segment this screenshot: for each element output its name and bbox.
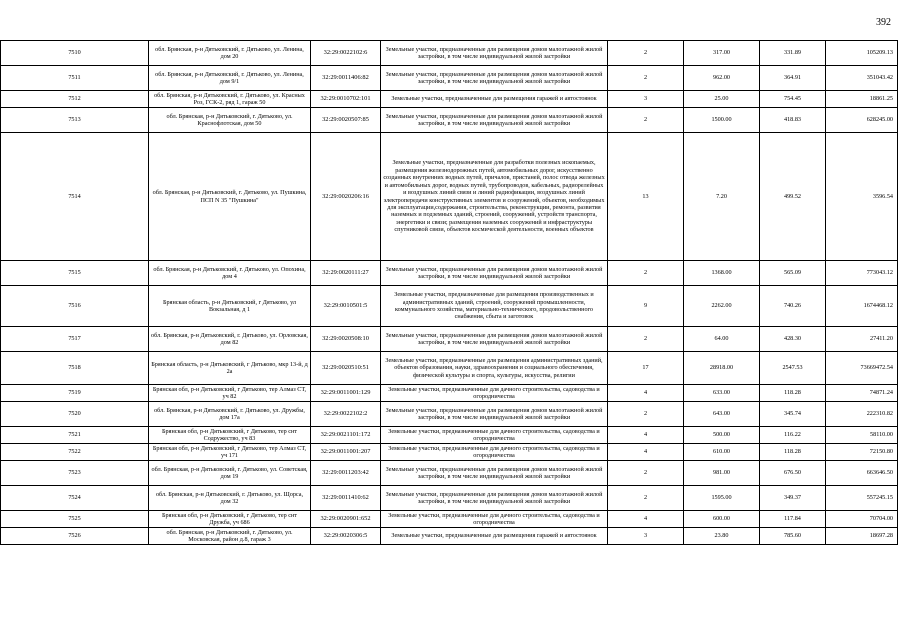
area-cell: 600.00: [684, 511, 760, 528]
group-cell: 2: [608, 461, 684, 486]
cadastral-number-cell: 32:29:0011406:82: [311, 66, 381, 91]
group-cell: 3: [608, 528, 684, 545]
row-number-cell: 7518: [1, 352, 149, 385]
table-row: [1, 444, 898, 461]
specific-value-cell: 116.22: [760, 427, 826, 444]
cadastral-value-cell: 74871.24: [826, 385, 898, 402]
specific-value-cell: 331.89: [760, 41, 826, 66]
cadastral-number-cell: 32:29:0011001:207: [311, 444, 381, 461]
cadastral-value-cell: 58110.00: [826, 427, 898, 444]
cadastral-number-cell: 32:29:0022102:6: [311, 41, 381, 66]
row-number-cell: 7515: [1, 261, 149, 286]
address-cell: обл. Брянская, р-н Дятьковский, г. Дятьково, ул. Пушкина, ПСП N 35 "Пушкина": [149, 133, 311, 261]
table-row: [1, 133, 898, 261]
land-use-cell: Земельные участки, предназначенные для размещения домов малоэтажной жилой застройки, в том числе индивидуальной жилой застройки: [381, 66, 608, 91]
area-cell: 64.00: [684, 327, 760, 352]
row-number-cell: 7514: [1, 133, 149, 261]
cadastral-number-cell: 32:29:0020206:16: [311, 133, 381, 261]
land-use-cell: Земельные участки, предназначенные для размещения гаражей и автостоянок: [381, 91, 608, 108]
group-cell: 2: [608, 108, 684, 133]
address-cell: Брянская обл, р-н Дятьковский, г Дятьково, тер Алмаз СТ, уч 82: [149, 385, 311, 402]
address-cell: Брянская обл, р-н Дятьковский, г Дятьково, тер снт Содружество, уч 83: [149, 427, 311, 444]
specific-value-cell: 118.28: [760, 444, 826, 461]
address-cell: обл. Брянская, р-н Дятьковский, г. Дятьково, ул. Советская, дом 19: [149, 461, 311, 486]
table-row: [1, 427, 898, 444]
table-row: [1, 261, 898, 286]
specific-value-cell: 499.52: [760, 133, 826, 261]
table-row: [1, 91, 898, 108]
cadastral-value-cell: 351043.42: [826, 66, 898, 91]
specific-value-cell: 118.28: [760, 385, 826, 402]
area-cell: 2262.00: [684, 286, 760, 327]
group-cell: 2: [608, 486, 684, 511]
address-cell: обл. Брянская, р-н Дятьковский, г. Дятьково, ул. Краснофлотская, дом 50: [149, 108, 311, 133]
area-cell: 7.20: [684, 133, 760, 261]
group-cell: 4: [608, 444, 684, 461]
address-cell: Брянская область, р-н Дятьковский, г Дятьково, ул Вокзальная, д 1: [149, 286, 311, 327]
cadastral-number-cell: 32:29:0022102:2: [311, 402, 381, 427]
land-use-cell: Земельные участки, предназначенные для дачного строительства, садоводства и огородничества: [381, 511, 608, 528]
group-cell: 2: [608, 402, 684, 427]
land-use-cell: Земельные участки, предназначенные для дачного строительства, садоводства и огородничества: [381, 385, 608, 402]
cadastral-value-cell: 18861.25: [826, 91, 898, 108]
specific-value-cell: 345.74: [760, 402, 826, 427]
group-cell: 9: [608, 286, 684, 327]
land-use-cell: Земельные участки, предназначенные для разработки полезных ископаемых, размещения железнодорожных путей, автомобильных дорог, искусственно созданных внутренних водных путей, причалов, пристаней, полос отвода железных и автомобильных дорог, водных путей, трубопроводов, кабельных, радиорелейных и воздушных линий связи и линий радиофикации, воздушных линий электропередачи конструктивных элементов и сооружений, объектов, необходимых для эксплуатации,содержания, строительства, реконструкции, ремонта, развития наземных и подземных зданий, строений, сооружений, устройств транспорта, энергетики и связи; размещения наземных сооружений и инфраструктуры спутниковой связи, объектов космической деятельности, военных объектов: [381, 133, 608, 261]
address-cell: обл. Брянская, р-н Дятьковский, г. Дятьково, ул. Ленина, дом 20: [149, 41, 311, 66]
cadastral-number-cell: 32:29:0020507:85: [311, 108, 381, 133]
group-cell: 4: [608, 511, 684, 528]
group-cell: 13: [608, 133, 684, 261]
land-use-cell: Земельные участки, предназначенные для дачного строительства, садоводства и огородничества: [381, 427, 608, 444]
address-cell: обл. Брянская, р-н Дятьковский, г. Дятьково, ул. Дружбы, дом 17а: [149, 402, 311, 427]
specific-value-cell: 2547.53: [760, 352, 826, 385]
area-cell: 500.00: [684, 427, 760, 444]
land-use-cell: Земельные участки, предназначенные для размещения домов малоэтажной жилой застройки, в том числе индивидуальной жилой застройки: [381, 327, 608, 352]
cadastral-number-cell: 32:29:0020306:5: [311, 528, 381, 545]
table-row: [1, 41, 898, 66]
specific-value-cell: 428.30: [760, 327, 826, 352]
cadastral-number-cell: 32:29:0011203:42: [311, 461, 381, 486]
cadastral-number-cell: 32:29:0020901:652: [311, 511, 381, 528]
page-number: 392: [876, 17, 891, 28]
address-cell: обл. Брянская, р-н Дятьковский, г. Дятьково, ул. Опохина, дом 4: [149, 261, 311, 286]
cadastral-number-cell: 32:29:0020111:27: [311, 261, 381, 286]
area-cell: 23.80: [684, 528, 760, 545]
row-number-cell: 7525: [1, 511, 149, 528]
address-cell: обл. Брянская, р-н Дятьковский, г. Дятьково, ул. Московская, район д.8, гараж 3: [149, 528, 311, 545]
cadastral-value-cell: 72150.80: [826, 444, 898, 461]
area-cell: 610.00: [684, 444, 760, 461]
land-use-cell: Земельные участки, предназначенные для размещения домов малоэтажной жилой застройки, в том числе индивидуальной жилой застройки: [381, 41, 608, 66]
row-number-cell: 7526: [1, 528, 149, 545]
specific-value-cell: 785.60: [760, 528, 826, 545]
group-cell: 2: [608, 327, 684, 352]
cadastral-number-cell: 32:29:0010501:5: [311, 286, 381, 327]
address-cell: Брянская область, р-н Дятьковский, г Дятьково, мкр 13-й, д 2а: [149, 352, 311, 385]
row-number-cell: 7516: [1, 286, 149, 327]
area-cell: 1500.00: [684, 108, 760, 133]
land-use-cell: Земельные участки, предназначенные для размещения гаражей и автостоянок: [381, 528, 608, 545]
row-number-cell: 7519: [1, 385, 149, 402]
land-register-table: [0, 40, 898, 545]
row-number-cell: 7523: [1, 461, 149, 486]
area-cell: 643.00: [684, 402, 760, 427]
cadastral-value-cell: 628245.00: [826, 108, 898, 133]
land-use-cell: Земельные участки, предназначенные для размещения домов малоэтажной жилой застройки, в том числе индивидуальной жилой застройки: [381, 486, 608, 511]
cadastral-value-cell: 222310.82: [826, 402, 898, 427]
cadastral-value-cell: 18697.28: [826, 528, 898, 545]
land-use-cell: Земельные участки, предназначенные для размещения домов малоэтажной жилой застройки, в том числе индивидуальной жилой застройки: [381, 461, 608, 486]
group-cell: 2: [608, 66, 684, 91]
cadastral-number-cell: 32:29:0011001:129: [311, 385, 381, 402]
cadastral-value-cell: 663646.50: [826, 461, 898, 486]
address-cell: Брянская обл, р-н Дятьковский, г Дятьково, тер Алмаз СТ, уч 171: [149, 444, 311, 461]
specific-value-cell: 676.50: [760, 461, 826, 486]
row-number-cell: 7513: [1, 108, 149, 133]
table-row: [1, 352, 898, 385]
row-number-cell: 7510: [1, 41, 149, 66]
table-row: [1, 66, 898, 91]
table-row: [1, 286, 898, 327]
row-number-cell: 7512: [1, 91, 149, 108]
table-row: [1, 402, 898, 427]
cadastral-number-cell: 32:29:0020510:51: [311, 352, 381, 385]
table-row: [1, 385, 898, 402]
row-number-cell: 7524: [1, 486, 149, 511]
group-cell: 3: [608, 91, 684, 108]
cadastral-value-cell: 773043.12: [826, 261, 898, 286]
land-use-cell: Земельные участки, предназначенные для размещения домов малоэтажной жилой застройки, в том числе индивидуальной жилой застройки: [381, 108, 608, 133]
land-use-cell: Земельные участки, предназначенные для дачного строительства, садоводства и огородничества: [381, 444, 608, 461]
group-cell: 4: [608, 427, 684, 444]
specific-value-cell: 740.26: [760, 286, 826, 327]
address-cell: обл. Брянская, р-н Дятьковский, г. Дятьково, ул. Щорса, дом 32: [149, 486, 311, 511]
table-row: [1, 327, 898, 352]
group-cell: 2: [608, 41, 684, 66]
area-cell: 1368.00: [684, 261, 760, 286]
cadastral-value-cell: 557245.15: [826, 486, 898, 511]
land-use-cell: Земельные участки, предназначенные для размещения административных зданий, объектов образования, науки, здравоохранения и социального обеспечения, физической культуры и спорта, культуры, искусства, религии: [381, 352, 608, 385]
group-cell: 2: [608, 261, 684, 286]
cadastral-number-cell: 32:29:0020508:10: [311, 327, 381, 352]
specific-value-cell: 364.91: [760, 66, 826, 91]
specific-value-cell: 754.45: [760, 91, 826, 108]
row-number-cell: 7520: [1, 402, 149, 427]
row-number-cell: 7521: [1, 427, 149, 444]
address-cell: обл. Брянская, р-н Дятьковский, г. Дятьково, ул. Ленина, дом 9/1: [149, 66, 311, 91]
table-row: [1, 108, 898, 133]
area-cell: 25.00: [684, 91, 760, 108]
row-number-cell: 7511: [1, 66, 149, 91]
cadastral-number-cell: 32:29:0021101:172: [311, 427, 381, 444]
row-number-cell: 7517: [1, 327, 149, 352]
specific-value-cell: 565.09: [760, 261, 826, 286]
area-cell: 962.00: [684, 66, 760, 91]
address-cell: обл. Брянская, р-н Дятьковский, г. Дятьково, ул. Орловская, дом 82: [149, 327, 311, 352]
cadastral-value-cell: 73669472.54: [826, 352, 898, 385]
land-use-cell: Земельные участки, предназначенные для размещения домов малоэтажной жилой застройки, в том числе индивидуальной жилой застройки: [381, 402, 608, 427]
cadastral-value-cell: 70704.00: [826, 511, 898, 528]
cadastral-value-cell: 1674468.12: [826, 286, 898, 327]
specific-value-cell: 117.84: [760, 511, 826, 528]
area-cell: 317.00: [684, 41, 760, 66]
specific-value-cell: 349.37: [760, 486, 826, 511]
row-number-cell: 7522: [1, 444, 149, 461]
table-row: [1, 528, 898, 545]
group-cell: 17: [608, 352, 684, 385]
cadastral-number-cell: 32:29:0011410:62: [311, 486, 381, 511]
table-row: [1, 511, 898, 528]
group-cell: 4: [608, 385, 684, 402]
address-cell: обл. Брянская, р-н Дятьковский, г. Дятьково, ул. Красных Роз, ГСК-2, ряд 1, гараж 50: [149, 91, 311, 108]
land-use-cell: Земельные участки, предназначенные для размещения домов малоэтажной жилой застройки, в том числе индивидуальной жилой застройки: [381, 261, 608, 286]
cadastral-value-cell: 105209.13: [826, 41, 898, 66]
table-row: [1, 486, 898, 511]
specific-value-cell: 418.83: [760, 108, 826, 133]
area-cell: 28918.00: [684, 352, 760, 385]
area-cell: 633.00: [684, 385, 760, 402]
land-use-cell: Земельные участки, предназначенные для размещения производственных и административных зданий, строений, сооружений промышленности, коммунального хозяйства, материально-технического, продовольственного снабжения, сбыта и заготовок: [381, 286, 608, 327]
area-cell: 1595.00: [684, 486, 760, 511]
cadastral-value-cell: 27411.20: [826, 327, 898, 352]
table-row: [1, 461, 898, 486]
area-cell: 981.00: [684, 461, 760, 486]
address-cell: Брянская обл, р-н Дятьковский, г Дятьково, тер снт Дружба, уч 686: [149, 511, 311, 528]
cadastral-value-cell: 3596.54: [826, 133, 898, 261]
cadastral-number-cell: 32:29:0010702:101: [311, 91, 381, 108]
